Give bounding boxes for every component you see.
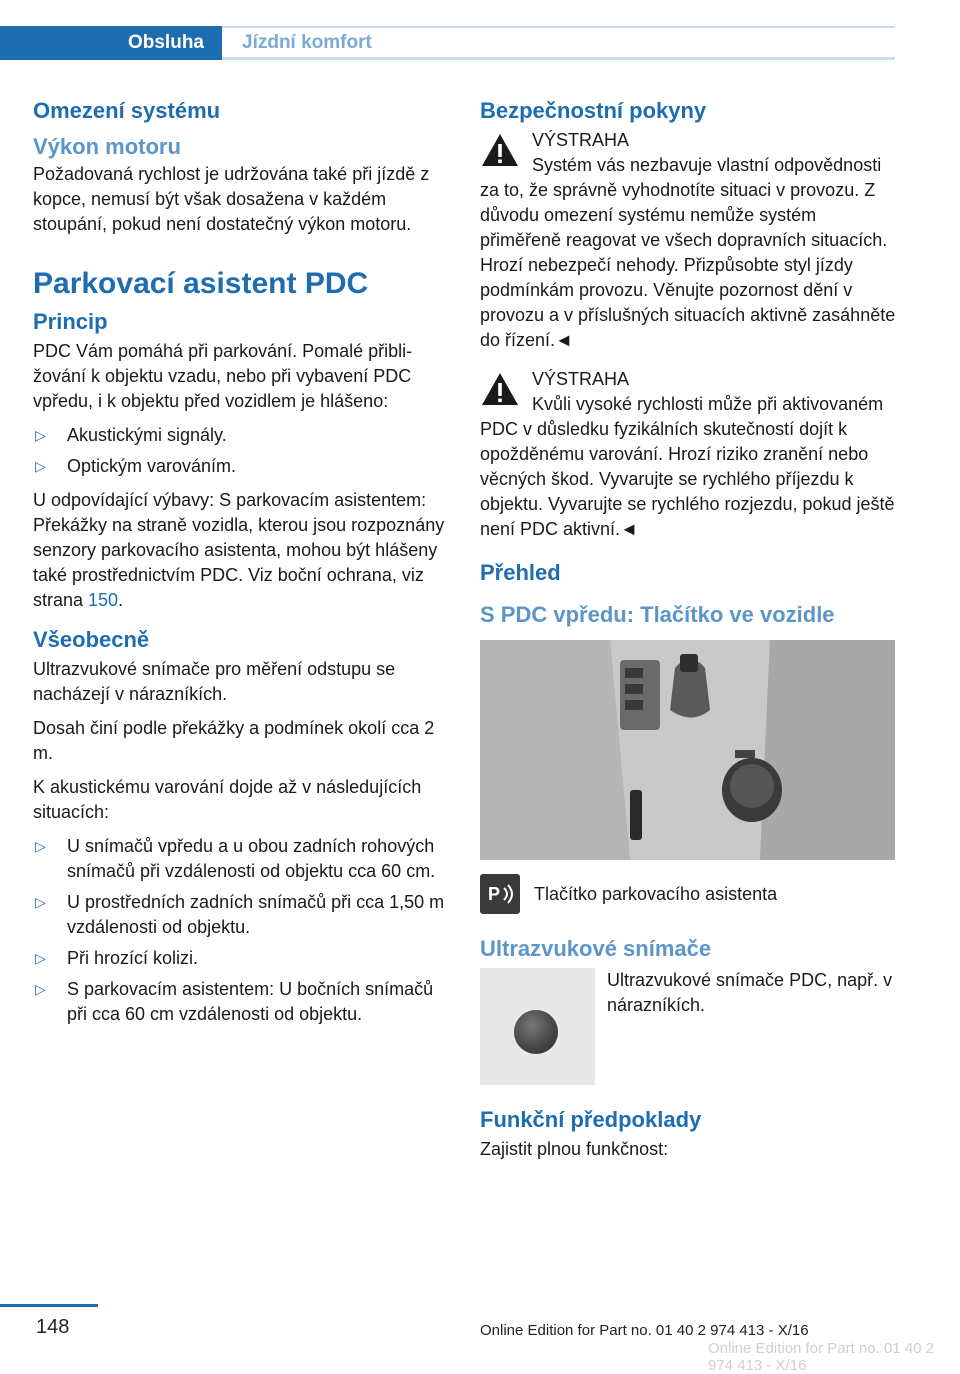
section-title-pdc: Parkovací asistent PDC [33,267,369,300]
button-caption: Tlačítko parkovacího asistenta [534,883,778,904]
page-link[interactable]: 150 [88,590,119,610]
list-item: ▷ Optickým varováním. [33,454,449,479]
warning-triangle-icon [480,132,520,168]
paragraph-principle: PDC Vám pomáhá při parkování. Pomalé přibližování k objektu vzadu, nebo při vybavení PDC vpředu, i k objektu před vozidlem je hlášeno: [33,341,413,411]
triangle-bullet-icon: ▷ [35,981,46,997]
warning-text: Kvůli vysoké rychlosti může při aktivovaném PDC v důsledku fyzikálních skutečností dojít k opožděnému varování. Hrozí riziko zranění nebo věcných škod. Vyvarujte se rychlého příjezdu k objektu. Vyvarujte se rychlého rozjezdu, pokud ještě není PDC aktivní.◄ [480,394,895,539]
heading-general: Všeobecně [33,627,150,652]
footer-line [0,1304,98,1307]
paragraph-requirements: Zajistit plnou funkčnost: [480,1139,669,1159]
list-item: ▷ U snímačů vpředu a u obou zadních rohových snímačů při vzdálenosti od objektu cca 60 cm. [35,836,436,881]
warning-title: VÝSTRAHA [532,130,630,150]
warning-title: VÝSTRAHA [532,369,630,389]
heading-system-limits: Omezení systému [33,98,221,123]
triangle-bullet-icon: ▷ [35,427,46,443]
footer-edition: Online Edition for Part no. 01 40 2 974 413 - X/16 [480,1322,809,1339]
svg-text:P: P [488,884,501,904]
list-item: ▷ S parkovacím asistentem: U bočních snímačů při cca 60 cm vzdálenosti od objektu. [35,979,434,1024]
list-item: ▷ Při hrozící kolizi. [33,946,449,971]
tab-operation[interactable]: Obsluha [0,26,222,60]
right-column [480,98,896,1171]
list-item: ▷ Akustickými signály. [33,423,449,448]
parking-assistant-button-icon [480,874,520,914]
list-item: ▷ U prostředních zadních snímačů při cca 1,50 m vzdálenosti od objektu. [35,892,445,937]
heading-engine-power: Výkon motoru [33,134,181,159]
heading-ultrasonic-sensors: Ultrazvukové snímače [480,936,712,961]
left-column [33,98,449,1036]
warning-block [480,367,896,542]
paragraph-engine-power: Požadovaná rychlost je udržována také při jízdě z kopce, nemusí být však dosažena v každém stoupání, pokud není dostatečný výkon motoru. [33,164,430,234]
sensor-figure [480,968,896,1085]
triangle-bullet-icon: ▷ [35,458,46,474]
ultrasonic-sensor-image [480,968,595,1085]
warning-triangle-icon [480,371,520,407]
page-number: 148 [36,1316,70,1338]
paragraph-general-3: K akustickému varování dojde až v následujících situacích: [33,777,422,822]
heading-principle: Princip [33,309,108,334]
heading-overview: Přehled [480,560,561,585]
button-caption-row [480,874,896,914]
triangle-bullet-icon: ▷ [35,838,46,854]
heading-requirements: Funkční předpoklady [480,1107,702,1132]
principle-list [33,423,449,479]
warning-text: Systém vás nezbavuje vlastní odpovědnosti za to, že správně vyhodnotíte situaci v provozu. Z důvodu omezení systému nemůže systém přiměřeně reagovat ve všech dopravních situacích. Hrozí nebezpečí nehody. Přizpůsobte styl jízdy podmínkám provozu. Věnujte pozornost dění v provozu a v příslušných situacích aktivně zasáhněte do řízení.◄ [480,155,896,350]
heading-safety: Bezpečnostní pokyny [480,98,707,123]
warning-block [480,128,896,353]
triangle-bullet-icon: ▷ [35,894,46,910]
heading-front-pdc: S PDC vpředu: Tlačítko ve vozidle [480,602,835,627]
tab-driving-comfort[interactable]: Jízdní komfort [222,26,895,60]
sensor-description: Ultrazvukové snímače PDC, např. v nárazníkích. [607,970,893,1015]
paragraph-general-2: Dosah činí podle překážky a podmínek okolí cca 2 m. [33,718,435,763]
paragraph-general-1: Ultrazvukové snímače pro měření odstupu se nacházejí v nárazníkích. [33,659,396,704]
paragraph-optional-equipment: U odpovídající výbavy: S parkovacím asistentem: Překážky na straně vozidla, kterou jsou rozpoznány senzory parkovacího asistenta, mohou být hlášeny také prostřednictvím PDC. Viz boční ochrana, viz strana 150. [33,490,445,610]
footer-watermark: Online Edition for Part no. 01 40 2 974 413 - X/16 [708,1340,934,1374]
center-console-photo [480,640,895,860]
triangle-bullet-icon: ▷ [35,950,46,966]
warning-situations-list [33,834,449,1027]
chapter-tabs [0,26,895,60]
